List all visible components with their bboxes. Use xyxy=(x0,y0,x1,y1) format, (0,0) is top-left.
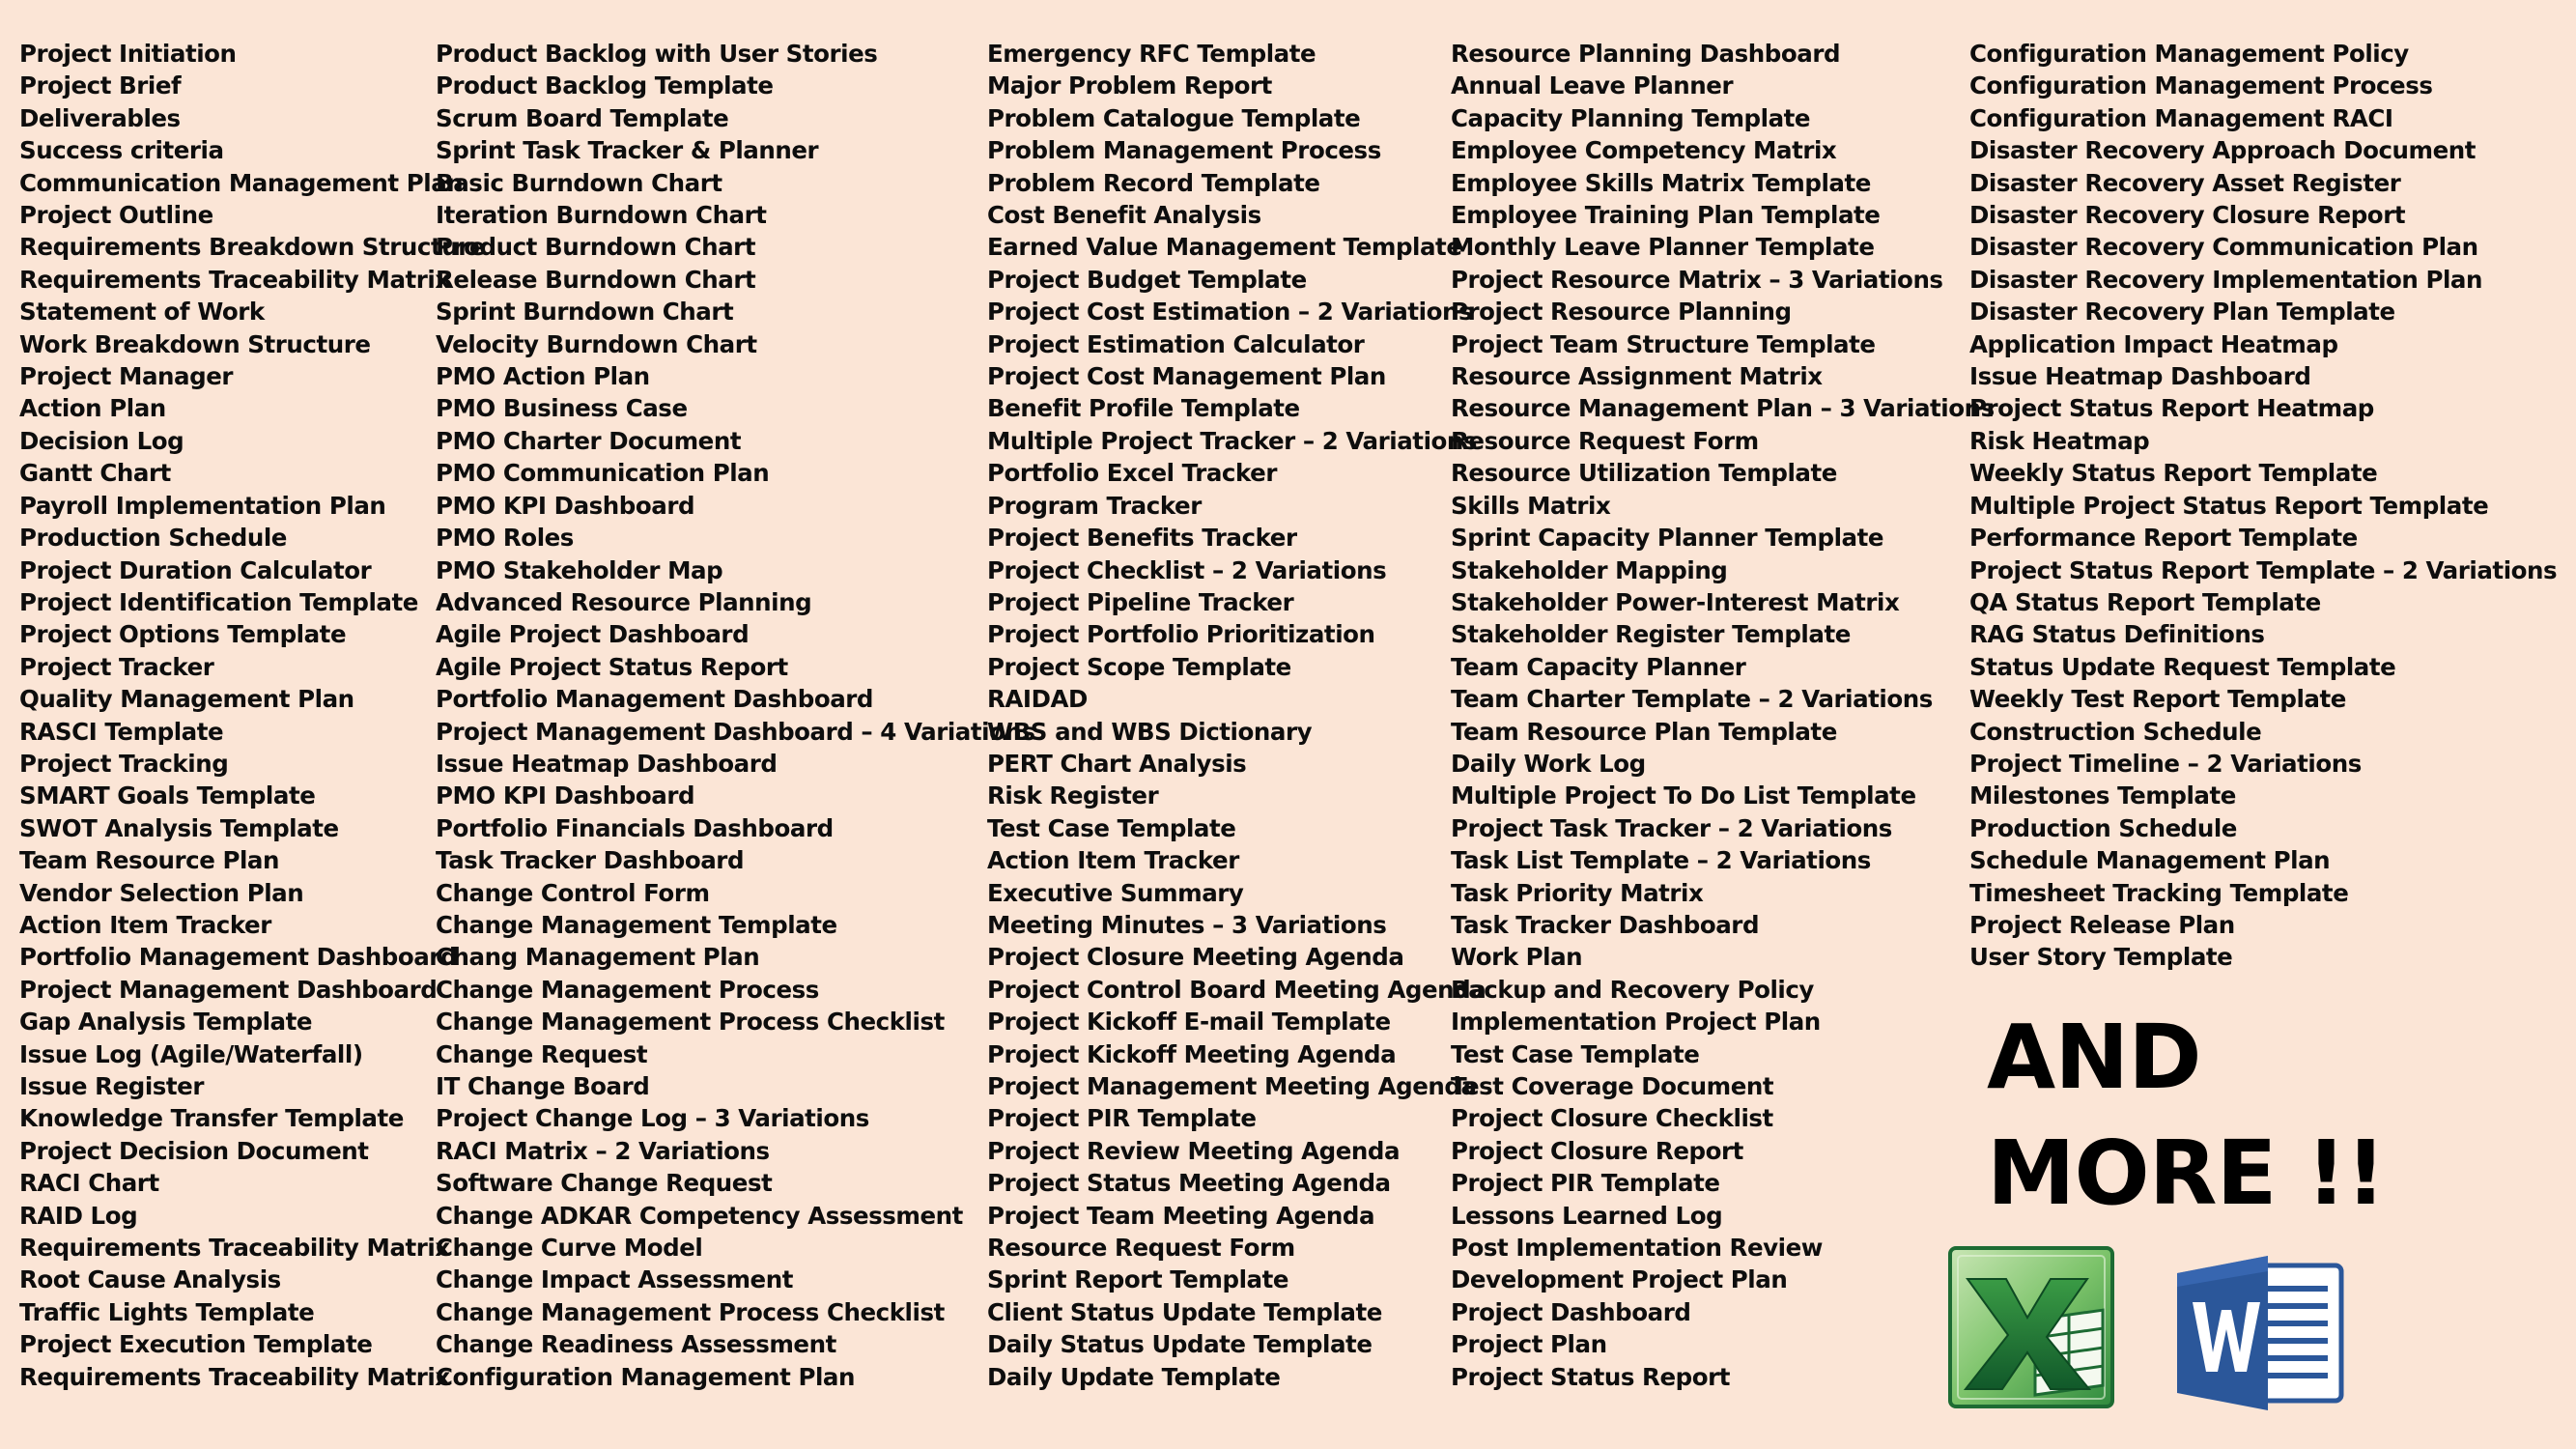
template-list-item: Sprint Task Tracker & Planner xyxy=(436,136,819,165)
template-list-item: Requirements Breakdown Structure xyxy=(19,233,486,262)
template-list-item: Test Case Template xyxy=(1451,1039,1700,1068)
template-list-item: Root Cause Analysis xyxy=(19,1265,281,1294)
template-list-item: Project Cost Estimation – 2 Variations xyxy=(987,298,1473,327)
template-list-item: Employee Training Plan Template xyxy=(1451,201,1881,230)
template-list-item: Project Tracking xyxy=(19,749,229,778)
template-list-item: Monthly Leave Planner Template xyxy=(1451,233,1875,262)
template-list-item: Project Timeline – 2 Variations xyxy=(1969,749,2362,778)
template-list-item: Action Plan xyxy=(19,394,166,423)
template-list-item: Project Scope Template xyxy=(987,652,1291,681)
template-list-item: Iteration Burndown Chart xyxy=(436,201,767,230)
template-list-item: Sprint Burndown Chart xyxy=(436,298,734,327)
template-list-item: Change Readiness Assessment xyxy=(436,1330,836,1359)
template-list-item: Product Backlog Template xyxy=(436,71,774,100)
template-list-item: Disaster Recovery Plan Template xyxy=(1969,298,2395,327)
template-list-item: Basic Burndown Chart xyxy=(436,168,722,197)
template-list-item: Meeting Minutes – 3 Variations xyxy=(987,910,1387,939)
template-list-item: Change Curve Model xyxy=(436,1234,703,1263)
template-list-item: Advanced Resource Planning xyxy=(436,587,812,616)
template-list-item: Lessons Learned Log xyxy=(1451,1201,1723,1230)
template-list-item: Milestones Template xyxy=(1969,781,2236,810)
template-list-item: Task Tracker Dashboard xyxy=(1451,910,1760,939)
template-list-item: Benefit Profile Template xyxy=(987,394,1300,423)
template-list-item: PMO Roles xyxy=(436,524,574,553)
and-more-heading xyxy=(1987,1000,2385,1232)
template-list-item: Risk Register xyxy=(987,781,1159,810)
template-list-item: Status Update Request Template xyxy=(1969,652,2396,681)
template-list-item: Project PIR Template xyxy=(987,1104,1257,1133)
template-list-item: Multiple Project Status Report Template xyxy=(1969,491,2489,520)
template-list-item: Change Management Template xyxy=(436,910,837,939)
template-list-item: Project PIR Template xyxy=(1451,1169,1720,1198)
template-list-item: Software Change Request xyxy=(436,1169,773,1198)
template-list-item: Task List Template – 2 Variations xyxy=(1451,846,1871,875)
template-list-item: Traffic Lights Template xyxy=(19,1297,315,1326)
template-list-item: Weekly Status Report Template xyxy=(1969,459,2378,488)
template-list-item: Agile Project Status Report xyxy=(436,652,788,681)
template-list-item: Schedule Management Plan xyxy=(1969,846,2331,875)
template-list-item: Resource Utilization Template xyxy=(1451,459,1837,488)
template-list-item: Change ADKAR Competency Assessment xyxy=(436,1201,963,1230)
template-list-item: Requirements Traceability Matrix xyxy=(19,1362,450,1391)
template-list-item: Change Management Process Checklist xyxy=(436,1297,945,1326)
template-list-item: Skills Matrix xyxy=(1451,491,1611,520)
template-list-item: Portfolio Management Dashboard xyxy=(436,685,874,714)
template-list-item: IT Change Board xyxy=(436,1072,650,1100)
template-list-item: Project Status Meeting Agenda xyxy=(987,1169,1391,1198)
template-list-item: Multiple Project Tracker – 2 Variations xyxy=(987,426,1478,455)
template-list-item: SWOT Analysis Template xyxy=(19,813,339,842)
template-list-item: Team Capacity Planner xyxy=(1451,652,1746,681)
template-list-item: Post Implementation Review xyxy=(1451,1234,1823,1263)
template-list-item: Decision Log xyxy=(19,426,184,455)
template-list-column-5 xyxy=(1969,38,2557,974)
template-list-item: PMO KPI Dashboard xyxy=(436,491,695,520)
template-list-column-4 xyxy=(1451,38,1995,1393)
template-list-item: Production Schedule xyxy=(19,524,287,553)
template-list-item: Project Resource Matrix – 3 Variations xyxy=(1451,265,1943,294)
template-list-item: Client Status Update Template xyxy=(987,1297,1382,1326)
template-list-item: Project Checklist – 2 Variations xyxy=(987,555,1387,584)
template-list-item: Cost Benefit Analysis xyxy=(987,201,1261,230)
template-list-item: Resource Management Plan – 3 Variations xyxy=(1451,394,1995,423)
template-list-item: Problem Catalogue Template xyxy=(987,103,1361,132)
template-list-item: Sprint Report Template xyxy=(987,1265,1289,1294)
template-list-item: Project Benefits Tracker xyxy=(987,524,1297,553)
template-list-item: Disaster Recovery Communication Plan xyxy=(1969,233,2478,262)
template-list-item: RAG Status Definitions xyxy=(1969,620,2265,649)
template-list-item: Resource Request Form xyxy=(1451,426,1759,455)
template-list-item: Payroll Implementation Plan xyxy=(19,491,386,520)
template-list-item: Project Kickoff Meeting Agenda xyxy=(987,1039,1397,1068)
template-list-item: Project Management Dashboard – 4 Variations xyxy=(436,717,1035,746)
template-list-item: Performance Report Template xyxy=(1969,524,2358,553)
and-more-line-1: AND xyxy=(1987,1006,2201,1109)
template-list-item: Project Cost Management Plan xyxy=(987,362,1386,391)
template-list-item: Portfolio Financials Dashboard xyxy=(436,813,834,842)
template-list-item: RACI Matrix – 2 Variations xyxy=(436,1136,770,1165)
template-list-item: PERT Chart Analysis xyxy=(987,749,1247,778)
template-list-column-3 xyxy=(987,38,1486,1393)
template-list-item: Knowledge Transfer Template xyxy=(19,1104,404,1133)
template-list-item: Project Team Structure Template xyxy=(1451,329,1876,358)
template-list-item: Project Closure Report xyxy=(1451,1136,1743,1165)
template-list-item: Team Resource Plan xyxy=(19,846,279,875)
template-list-item: Sprint Capacity Planner Template xyxy=(1451,524,1884,553)
template-list-item: Project Plan xyxy=(1451,1330,1607,1359)
template-list-item: RAIDAD xyxy=(987,685,1088,714)
template-list-item: PMO Business Case xyxy=(436,394,688,423)
template-list-item: Success criteria xyxy=(19,136,224,165)
template-list-item: Resource Assignment Matrix xyxy=(1451,362,1823,391)
template-list-item: Project Estimation Calculator xyxy=(987,329,1365,358)
template-list-item: Project Initiation xyxy=(19,40,237,68)
template-list-item: Major Problem Report xyxy=(987,71,1272,100)
template-list-item: Multiple Project To Do List Template xyxy=(1451,781,1916,810)
template-list-item: Test Case Template xyxy=(987,813,1236,842)
template-list-item: Project Budget Template xyxy=(987,265,1307,294)
template-list-item: User Story Template xyxy=(1969,943,2233,972)
template-list-item: Project Options Template xyxy=(19,620,347,649)
template-list-item: Task Tracker Dashboard xyxy=(436,846,745,875)
template-list-item: Work Plan xyxy=(1451,943,1583,972)
template-list-item: RACI Chart xyxy=(19,1169,159,1198)
template-list-item: Development Project Plan xyxy=(1451,1265,1788,1294)
template-list-item: Project Review Meeting Agenda xyxy=(987,1136,1401,1165)
template-list-item: Action Item Tracker xyxy=(987,846,1239,875)
template-list-item: Chang Management Plan xyxy=(436,943,760,972)
template-list-item: Production Schedule xyxy=(1969,813,2237,842)
template-list-column-2 xyxy=(436,38,1035,1393)
word-logo-icon xyxy=(2173,1252,2347,1414)
and-more-line-2: MORE !! xyxy=(1987,1122,2386,1225)
template-list-item: Project Closure Meeting Agenda xyxy=(987,943,1404,972)
template-list-item: Velocity Burndown Chart xyxy=(436,329,757,358)
template-list-item: Employee Competency Matrix xyxy=(1451,136,1837,165)
template-list-item: Project Change Log – 3 Variations xyxy=(436,1104,869,1133)
template-list-item: Quality Management Plan xyxy=(19,685,354,714)
template-list-item: Daily Work Log xyxy=(1451,749,1646,778)
template-list-item: WBS and WBS Dictionary xyxy=(987,717,1313,746)
template-list-item: Change Impact Assessment xyxy=(436,1265,793,1294)
template-list-item: Earned Value Management Template xyxy=(987,233,1462,262)
template-list-item: PMO Communication Plan xyxy=(436,459,770,488)
template-list-item: Project Status Report Heatmap xyxy=(1969,394,2374,423)
template-list-item: Configuration Management Policy xyxy=(1969,40,2409,68)
template-list-item: Gap Analysis Template xyxy=(19,1008,313,1037)
template-list-item: Issue Log (Agile/Waterfall) xyxy=(19,1039,363,1068)
template-list-item: Action Item Tracker xyxy=(19,910,271,939)
template-list-item: Stakeholder Power-Interest Matrix xyxy=(1451,587,1900,616)
template-list-item: Daily Update Template xyxy=(987,1362,1281,1391)
template-list-item: Project Dashboard xyxy=(1451,1297,1691,1326)
template-list-item: Capacity Planning Template xyxy=(1451,103,1811,132)
template-list-item: RASCI Template xyxy=(19,717,224,746)
template-list-item: Timesheet Tracking Template xyxy=(1969,878,2349,907)
template-list-item: SMART Goals Template xyxy=(19,781,316,810)
template-list-item: Problem Management Process xyxy=(987,136,1381,165)
template-list-item: Communication Management Plan xyxy=(19,168,464,197)
template-list-item: Project Status Report xyxy=(1451,1362,1731,1391)
template-list-item: Project Portfolio Prioritization xyxy=(987,620,1375,649)
template-list-item: Executive Summary xyxy=(987,878,1244,907)
template-list-item: Resource Planning Dashboard xyxy=(1451,40,1841,68)
template-list-item: Project Manager xyxy=(19,362,234,391)
template-list-item: Stakeholder Register Template xyxy=(1451,620,1851,649)
template-list-item: Risk Heatmap xyxy=(1969,426,2150,455)
template-list-item: Team Charter Template – 2 Variations xyxy=(1451,685,1933,714)
template-list-item: PMO Action Plan xyxy=(436,362,650,391)
template-list-item: Program Tracker xyxy=(987,491,1202,520)
template-list-item: Construction Schedule xyxy=(1969,717,2262,746)
template-list-item: Disaster Recovery Approach Document xyxy=(1969,136,2477,165)
template-list-item: Project Identification Template xyxy=(19,587,418,616)
template-list-item: Disaster Recovery Closure Report xyxy=(1969,201,2406,230)
template-list-item: Change Request xyxy=(436,1039,648,1068)
template-list-item: Disaster Recovery Implementation Plan xyxy=(1969,265,2482,294)
template-list-item: PMO KPI Dashboard xyxy=(436,781,695,810)
template-list-item: RAID Log xyxy=(19,1201,138,1230)
template-list-item: Project Closure Checklist xyxy=(1451,1104,1773,1133)
template-list-item: Project Execution Template xyxy=(19,1330,373,1359)
template-list-item: Test Coverage Document xyxy=(1451,1072,1774,1100)
template-list-item: Issue Register xyxy=(19,1072,204,1100)
template-list-item: Project Tracker xyxy=(19,652,214,681)
template-list-item: Configuration Management RACI xyxy=(1969,103,2393,132)
template-list-item: Project Outline xyxy=(19,201,213,230)
template-list-item: Requirements Traceability Matrix xyxy=(19,265,450,294)
template-list-item: QA Status Report Template xyxy=(1969,587,2321,616)
template-list-item: Implementation Project Plan xyxy=(1451,1008,1821,1037)
template-list-item: Team Resource Plan Template xyxy=(1451,717,1837,746)
template-list-item: Release Burndown Chart xyxy=(436,265,756,294)
template-list-item: Daily Status Update Template xyxy=(987,1330,1373,1359)
template-list-item: Project Management Dashboard xyxy=(19,975,438,1004)
template-list-item: Project Management Meeting Agenda xyxy=(987,1072,1477,1100)
template-list-item: Emergency RFC Template xyxy=(987,40,1316,68)
template-list-item: Task Priority Matrix xyxy=(1451,878,1704,907)
template-list-item: Project Task Tracker – 2 Variations xyxy=(1451,813,1892,842)
template-list-item: Project Brief xyxy=(19,71,182,100)
template-list-item: Project Team Meeting Agenda xyxy=(987,1201,1375,1230)
template-list-item: Product Burndown Chart xyxy=(436,233,756,262)
template-list-item: Project Pipeline Tracker xyxy=(987,587,1294,616)
template-list-item: Agile Project Dashboard xyxy=(436,620,750,649)
template-list-item: Problem Record Template xyxy=(987,168,1320,197)
template-list-item: Work Breakdown Structure xyxy=(19,329,371,358)
template-list-item: Backup and Recovery Policy xyxy=(1451,975,1814,1004)
template-list-item: Application Impact Heatmap xyxy=(1969,329,2338,358)
template-list-item: Project Resource Planning xyxy=(1451,298,1792,327)
template-list-item: Deliverables xyxy=(19,103,181,132)
template-list-item: Employee Skills Matrix Template xyxy=(1451,168,1871,197)
template-list-item: Change Management Process xyxy=(436,975,819,1004)
template-list-item: Requirements Traceability Matrix xyxy=(19,1234,450,1263)
template-list-item: Vendor Selection Plan xyxy=(19,878,304,907)
template-list-item: Gantt Chart xyxy=(19,459,171,488)
template-list-item: Project Release Plan xyxy=(1969,910,2235,939)
template-list-item: Portfolio Management Dashboard xyxy=(19,943,458,972)
template-list-item: Issue Heatmap Dashboard xyxy=(436,749,778,778)
template-list-item: Configuration Management Process xyxy=(1969,71,2433,100)
template-list-item: Scrum Board Template xyxy=(436,103,729,132)
template-list-item: Project Decision Document xyxy=(19,1136,369,1165)
template-list-item: Change Control Form xyxy=(436,878,710,907)
template-list-item: Project Kickoff E-mail Template xyxy=(987,1008,1391,1037)
template-list-item: Statement of Work xyxy=(19,298,265,327)
template-list-item: Stakeholder Mapping xyxy=(1451,555,1728,584)
template-list-item: Project Status Report Template – 2 Variations xyxy=(1969,555,2558,584)
template-list-item: Disaster Recovery Asset Register xyxy=(1969,168,2401,197)
template-list-item: Issue Heatmap Dashboard xyxy=(1969,362,2311,391)
template-list-item: Portfolio Excel Tracker xyxy=(987,459,1277,488)
template-list-item: Change Management Process Checklist xyxy=(436,1008,945,1037)
template-list-item: Project Control Board Meeting Agenda xyxy=(987,975,1486,1004)
template-list-item: PMO Stakeholder Map xyxy=(436,555,723,584)
template-list-item: Resource Request Form xyxy=(987,1234,1295,1263)
excel-logo-icon xyxy=(1946,1244,2116,1410)
template-list-column-1 xyxy=(19,38,485,1393)
template-list-item: Product Backlog with User Stories xyxy=(436,40,878,68)
template-list-item: Annual Leave Planner xyxy=(1451,71,1734,100)
template-list-item: Configuration Management Plan xyxy=(436,1362,855,1391)
template-list-item: Weekly Test Report Template xyxy=(1969,685,2346,714)
template-list-item: Project Duration Calculator xyxy=(19,555,372,584)
template-list-item: PMO Charter Document xyxy=(436,426,742,455)
